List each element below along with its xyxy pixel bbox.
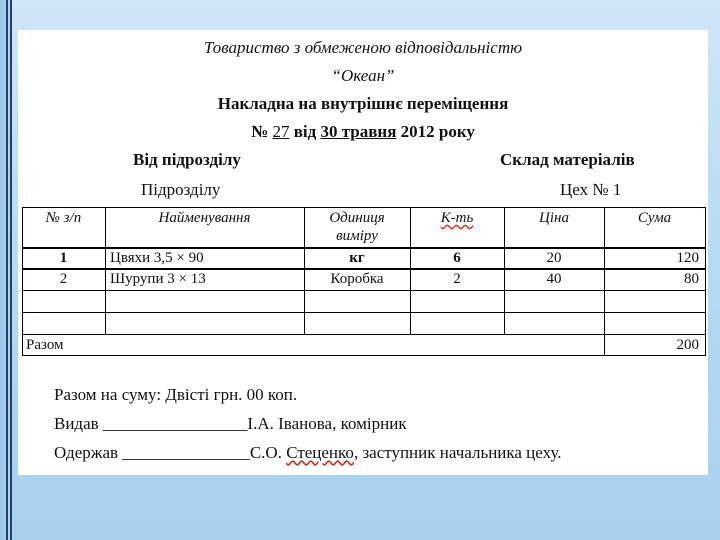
sum-in-words: Разом на суму: Двісті грн. 00 коп.	[54, 385, 298, 404]
row2-unit: Коробка	[330, 271, 384, 287]
document-number: 27	[272, 122, 290, 141]
header-price: Ціна	[539, 210, 569, 226]
number-prefix: №	[251, 122, 273, 141]
received-position: , заступник начальника цеху.	[353, 443, 562, 462]
issued-name: І.А. Іванова, комірник	[247, 414, 407, 433]
from-value: Склад матеріалів	[500, 150, 635, 169]
issued-line	[54, 414, 407, 434]
invoice-document	[18, 30, 708, 475]
row2-price: 40	[546, 271, 562, 287]
row1-name: Цвяхи 3,5 × 90	[110, 250, 204, 266]
from-label: Від підрозділу	[133, 150, 241, 169]
row1-num: 1	[59, 250, 68, 266]
header-num: № з/п	[45, 210, 82, 226]
document-title: Накладна на внутрішнє переміщення	[217, 94, 509, 113]
row2-qty: 2	[453, 271, 461, 287]
header-name: Найменування	[158, 210, 251, 226]
row2-num: 2	[59, 271, 68, 287]
received-surname: Стеценко	[286, 443, 354, 462]
header-unit	[304, 209, 410, 245]
header-unit-line2: виміру	[336, 228, 378, 244]
decor-line	[10, 0, 12, 540]
to-value: Цех № 1	[560, 180, 622, 199]
header-qty: К-ть	[440, 210, 474, 226]
issued-signature-blank: _________________	[102, 414, 248, 433]
row2-name: Шурупи 3 × 13	[110, 271, 206, 287]
row2-sum: 80	[684, 271, 699, 287]
decor-line	[6, 0, 8, 540]
row1-price: 20	[546, 250, 562, 266]
header-unit-line1: Одиниця	[329, 210, 385, 226]
issued-label: Видав	[54, 414, 103, 433]
row1-unit: кг	[349, 250, 365, 266]
received-signature-blank: _______________	[122, 443, 250, 462]
document-date: 30 травня	[320, 122, 397, 141]
total-value: 200	[676, 337, 699, 353]
total-label: Разом	[26, 337, 64, 353]
document-year: 2012 року	[396, 122, 475, 141]
to-label: Підрозділу	[141, 180, 221, 199]
row1-qty: 6	[453, 250, 461, 266]
date-prefix: від	[289, 122, 321, 141]
received-initials: С.О.	[249, 443, 287, 462]
received-line	[54, 443, 562, 463]
row1-sum: 120	[676, 250, 699, 266]
company-name: “Океан”	[331, 66, 395, 85]
document-number-date	[18, 122, 708, 142]
received-label: Одержав	[54, 443, 123, 462]
company-line1: Товариство з обмеженою відповідальністю	[203, 38, 523, 57]
header-sum: Сума	[637, 210, 672, 226]
table-border	[705, 207, 706, 356]
